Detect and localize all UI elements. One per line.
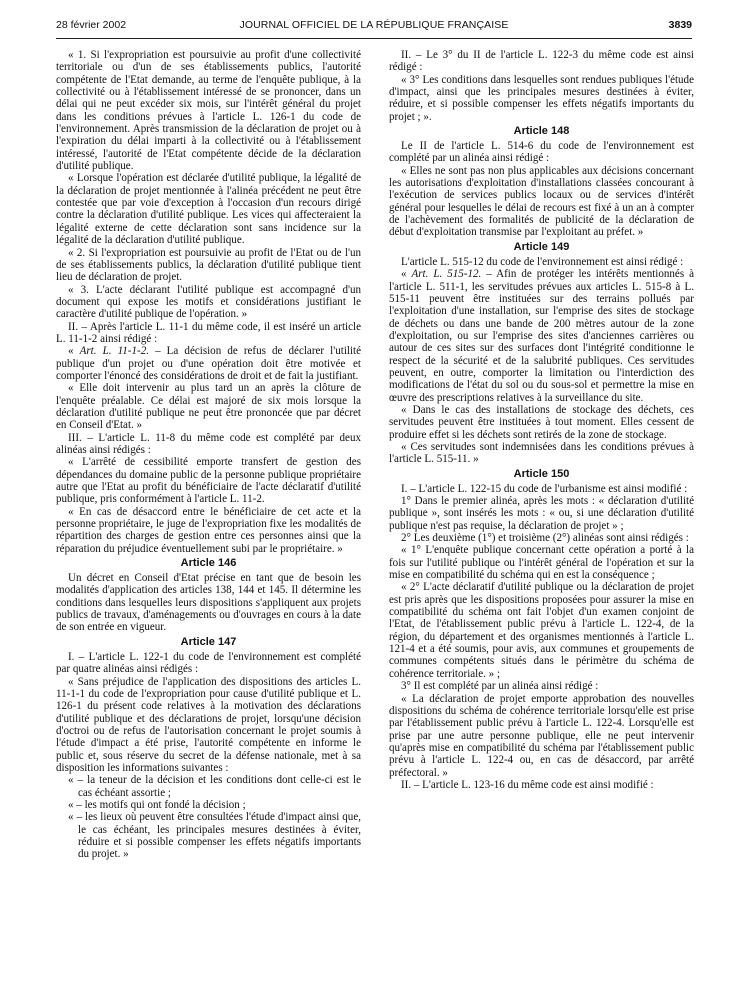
paragraph [389, 268, 694, 404]
page-number: 3839 [668, 19, 692, 31]
paragraph: « 1° L'enquête publique concernant cette opération a porté à la fois sur l'utilité publique ou l'intérêt général de l'opération et sur la mise en compatibilité du schéma qui en est la conséquence ; [389, 544, 694, 582]
paragraph: II. – Après l'article L. 11-1 du même code, il est inséré un article L. 11-1-2 ainsi rédigé : [56, 320, 361, 345]
paragraph: L'article L. 515-12 du code de l'environnement est ainsi rédigé : [401, 255, 684, 268]
page-header [56, 19, 692, 37]
paragraph: I. – L'article L. 122-1 du code de l'environnement est complété par quatre alinéas ainsi rédigés : [56, 650, 361, 676]
paragraph: 3° Il est complété par un alinéa ainsi rédigé : [401, 680, 599, 693]
quote-open: « [401, 268, 412, 281]
paragraph: Un décret en Conseil d'Etat précise en tant que de besoin les modalités d'application des articles 138, 144 et 145. Il détermine les conditions dans lesquelles leurs dispositions s'appliquent aux projets publics de travaux, d'aménagements ou d'ouvrages en cours à la date de son entrée en vigueur. [56, 572, 361, 634]
paragraph: « Sans préjudice de l'application des dispositions des articles L. 11-1-1 du code de l'expropriation pour cause d'utilité publique et L. 126-1 du présent code relatives à la motivation des déclarations d'utilité publique et des déclarations de projet, lorsqu'une décision d'octroi ou de refus de l'autorisation concernant le projet soumis à l'étude d'impact a été prise, l'autorité compétente en informe le public et, sous réserve du secret de la défense nationale, met à sa disposition les informations suivantes : [56, 675, 361, 774]
left-column [56, 49, 361, 861]
paragraph: « 2° L'acte déclaratif d'utilité publique ou la déclaration de projet est pris après que les dispositions proposées pour assurer la mise en compatibilité du schéma ont fait l'objet d'un examen conjoint de l'Etat, de l'établissement public prévu à l'article L. 122-4, de la région, du département et des organismes mentionnés à l'article L. 121-4 et a été soumis, pour avis, aux communes et groupements de communes compétents situés dans le périmètre du schéma de cohérence territoriale. » ; [389, 581, 694, 680]
paragraph: 2° Les deuxième (1°) et troisième (2°) alinéas sont ainsi rédigés : [401, 532, 689, 545]
paragraph: « Elles ne sont pas non plus applicables aux décisions concernant les autorisations d'exploitation d'installations classées concourant à l'exécution de services publics locaux ou de services d'intérêt général pour lesquelles le délai de recours est fixé à un an à compter de l'achèvement des formalités de publicité de la déclaration de début d'exploitation transmise par l'exploitant au préfet. » [389, 164, 694, 239]
header-date: 28 février 2002 [56, 19, 127, 31]
paragraph: II. – L'article L. 123-16 du même code est ainsi modifié : [401, 778, 654, 791]
paragraph: « 2. Si l'expropriation est poursuivie au profit de l'Etat ou de l'un de ses établissements publics, la déclaration d'utilité publique tient lieu de déclaration de projet. [56, 246, 361, 284]
paragraph: « L'arrêté de cessibilité emporte transfert de gestion des dépendances du domaine public de la personne publique propriétaire autre que l'Etat au profit du bénéficiaire de l'acte déclaratif d'utilité publique, pris conformément à l'article L. 11-2. [56, 456, 361, 506]
article-heading: Article 147 [180, 635, 237, 648]
paragraph [56, 345, 361, 382]
article-reference: Art. L. 11-1-2. [79, 345, 149, 358]
paragraph: « Lorsque l'opération est déclarée d'utilité publique, la légalité de la déclaration de projet mentionnée à l'alinéa précédent ne peut être contestée que par voie d'exception à l'occasion d'un recours dirigé contre la déclaration d'utilité publique. Les vices qui affecteraient la légalité externe de cette déclaration sont sans incidence sur la légalité de la déclaration d'utilité publique. [56, 172, 361, 247]
article-reference: Art. L. 515-12. [411, 268, 482, 281]
paragraph: Le II de l'article L. 514-6 du code de l'environnement est complété par un alinéa ainsi rédigé : [389, 140, 694, 165]
article-heading: Article 148 [513, 125, 570, 138]
paragraph: « Ces servitudes sont indemnisées dans les conditions prévues à l'article L. 515-11. » [389, 440, 694, 466]
list-item: « – la teneur de la décision et les conditions dont celle-ci est le cas échéant assortie ; [68, 774, 361, 799]
paragraph: « Dans le cas des installations de stockage des déchets, ces servitudes peuvent être instituées à tout moment. Elles cessent de produire effet si les déchets sont retirés de la zone de stockage. [389, 403, 694, 441]
paragraph: « 3° Les conditions dans lesquelles sont rendues publiques l'étude d'impact, ainsi que les principales mesures destinées à éviter, réduire, et si possible compenser les effets négatifs importants du projet ; ». [389, 73, 694, 123]
paragraph: 1° Dans le premier alinéa, après les mots : « déclaration d'utilité publique », sont insérés les mots : « ou, si une déclaration d'utilité publique n'est pas requise, la déclaration de projet » ; [389, 495, 694, 532]
paragraph: « 1. Si l'expropriation est poursuivie au profit d'une collectivité territoriale ou d'un de ses établissements publics, l'autorité compétente de l'Etat demande, au terme de l'enquête publique, à la collectivité ou à l'établissement intéressé de se prononcer, dans un délai qui ne peut excéder six mois, sur l'intérêt général du projet dans les conditions prévues à l'article L. 126-1 du code de l'environnement. Après transmission de la déclaration de projet ou à l'expiration du délai imparti à la collectivité ou à l'établissement intéressé, l'autorité de l'Etat compétente décide de la déclaration d'utilité publique. [56, 49, 361, 173]
paragraph: « La déclaration de projet emporte approbation des nouvelles dispositions du schéma de cohérence territoriale lorsqu'elle est prise par l'établissement public prévu à l'article L. 122-4. Lorsqu'elle est prise par une autre personne publique, elle ne peut intervenir qu'après mise en compatibilité du schéma par l'établissement public prévu à l'article L. 122-4 ou, en cas de désaccord, par arrêté préfectoral. » [389, 692, 694, 779]
paragraph: II. – Le 3° du II de l'article L. 122-3 du même code est ainsi rédigé : [389, 49, 694, 74]
bullet-list [56, 774, 361, 860]
article-heading: Article 146 [180, 557, 237, 570]
article-heading: Article 149 [513, 240, 570, 253]
paragraph: « Elle doit intervenir au plus tard un an après la clôture de l'enquête préalable. Ce délai est majoré de six mois lorsque la déclaration d'utilité publique ne peut être prononcée que par décret en Conseil d'Etat. » [56, 382, 361, 432]
list-item: « – les motifs qui ont fondé la décision ; [68, 798, 246, 811]
paragraph-text: – Afin de protéger les intérêts mentionnés à l'article L. 511-1, les servitudes prévues aux articles L. 515-8 à L. 515-11 peuvent être instituées sur des terrains pollués par l'exploitation d'une installation, sur l'emprise des sites de stockage de déchets ou dans une bande de 200 mètres autour de la zone d'exploitation, ou sur l'emprise des sites d'anciennes carrières ou autour de ces sites sur des surfaces dont l'intégrité conditionne le respect de la sécurité et de la salubrité publiques. Ces servitudes peuvent, en outre, comporter la limitation ou l'interdiction des modifications de l'état du sol ou du sous-sol et permettre la mise en œuvre des prescriptions relatives à la surveillance du site. [389, 268, 695, 404]
paragraph: III. – L'article L. 11-8 du même code est complété par deux alinéas ainsi rédigés : [56, 431, 361, 456]
quote-open: « [68, 345, 80, 358]
paragraph: « 3. L'acte déclarant l'utilité publique est accompagné d'un document qui expose les motifs et considérations justifiant le caractère d'utilité publique de l'opération. » [56, 283, 361, 321]
paragraph: I. – L'article L. 122-15 du code de l'urbanisme est ainsi modifié : [401, 482, 688, 495]
article-heading: Article 150 [513, 467, 570, 480]
paragraph-text: – La décision de refus de déclarer l'utilité publique d'un projet ou d'une opération doit être motivée et comporter l'énoncé des considérations de droit et de fait la justifiant. [56, 345, 361, 382]
list-item: « – les lieux où peuvent être consultées l'étude d'impact ainsi que, le cas échéant, les principales mesures destinées à éviter, réduire et si possible compenser les effets négatifs importants du projet. » [68, 811, 361, 861]
header-rule [56, 38, 692, 39]
journal-title: JOURNAL OFFICIEL DE LA RÉPUBLIQUE FRANÇAISE [239, 19, 509, 31]
right-column [389, 49, 694, 791]
paragraph: « En cas de désaccord entre le bénéficiaire de cet acte et la personne propriétaire, le juge de l'expropriation fixe les modalités de répartition des charges de gestion entre ces personnes ainsi que la réparation du préjudice éventuellement subi par le propriétaire. » [56, 505, 361, 555]
